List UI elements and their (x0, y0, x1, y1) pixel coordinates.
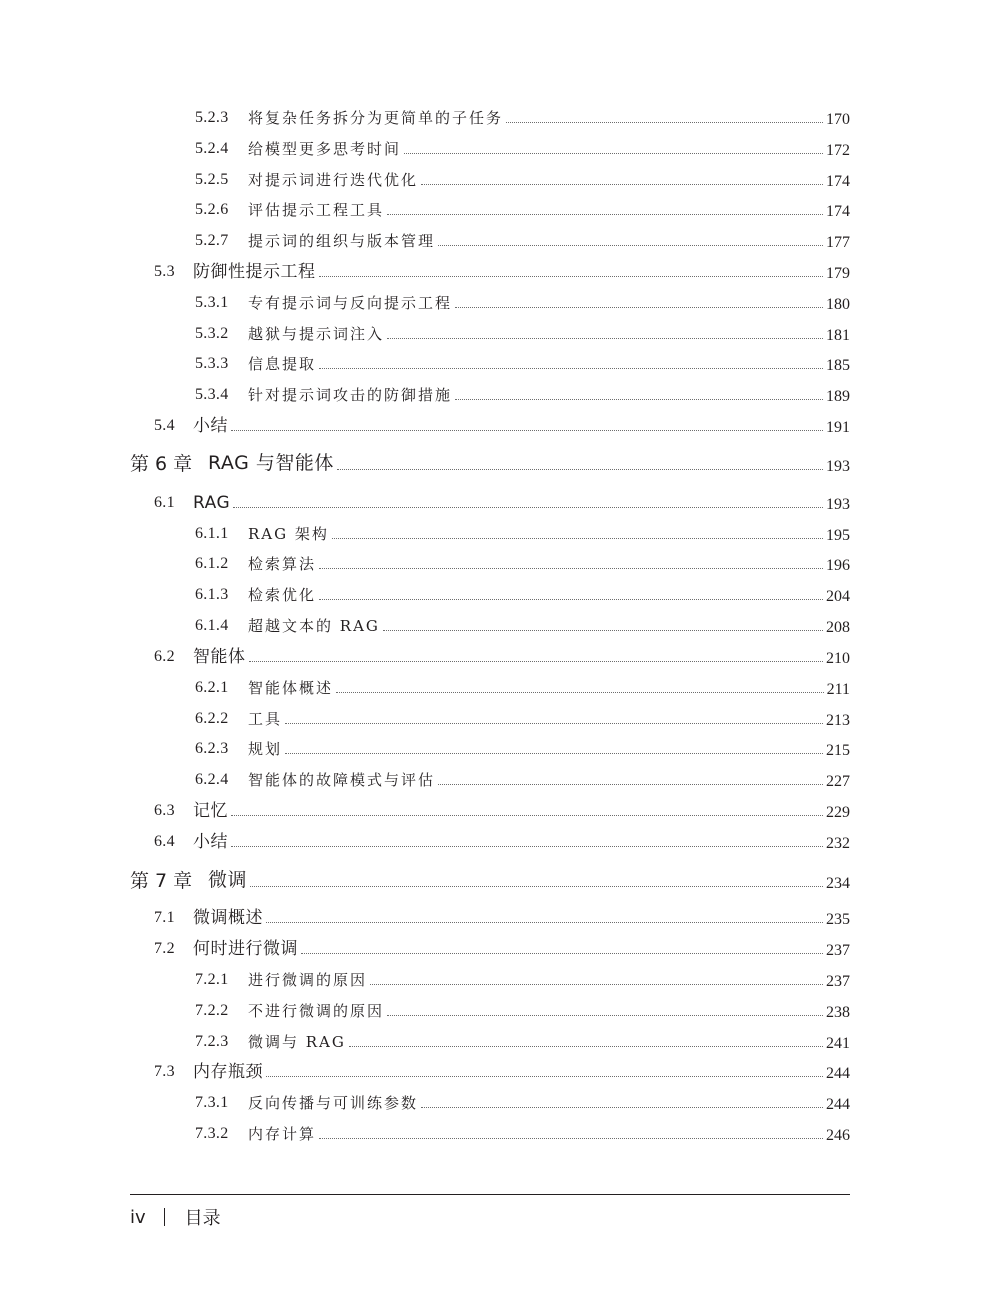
toc-entry-title: 不进行微调的原因 (248, 1002, 385, 1020)
toc-entry-number: 7.2 (154, 940, 175, 957)
toc-subsection-entry (0, 167, 994, 193)
toc-entry-page-number: 241 (826, 1035, 850, 1052)
footer-rule (130, 1194, 850, 1195)
toc-entry-title: 将复杂任务拆分为更简单的子任务 (248, 109, 504, 127)
toc-section-entry (0, 829, 994, 855)
toc-entry-number: 5.3.2 (195, 325, 229, 342)
toc-subsection-entry (0, 967, 994, 993)
toc-entry-number: 7.2.3 (195, 1033, 229, 1050)
toc-entry-page-number: 246 (826, 1127, 850, 1144)
toc-entry-number: 5.4 (154, 417, 175, 434)
toc-entry-title: 评估提示工程工具 (248, 201, 385, 219)
dot-leader (319, 368, 823, 369)
toc-entry-page-number: 227 (826, 773, 850, 790)
toc-subsection-entry (0, 382, 994, 408)
dot-leader (387, 214, 823, 215)
toc-subsection-entry (0, 197, 994, 223)
toc-entry-title: 智能体的故障模式与评估 (248, 771, 436, 789)
dot-leader (438, 245, 823, 246)
dot-leader (383, 630, 823, 631)
dot-leader (349, 1046, 823, 1047)
toc-subsection-entry (0, 228, 994, 254)
dot-leader (231, 430, 823, 431)
dot-leader (250, 886, 823, 887)
dot-leader (455, 399, 823, 400)
dot-leader (421, 1107, 823, 1108)
toc-entry-number: 7.1 (154, 909, 175, 926)
toc-entry-title: 对提示词进行迭代优化 (248, 171, 419, 189)
toc-entry-title: 针对提示词攻击的防御措施 (248, 386, 453, 404)
footer-page-number: iv (130, 1206, 146, 1228)
toc-entry-number: 7.2.1 (195, 971, 229, 988)
toc-entry-page-number: 213 (826, 712, 850, 729)
dot-leader (438, 784, 823, 785)
dot-leader (421, 184, 823, 185)
toc-entry-number: 5.2.3 (195, 109, 229, 126)
dot-leader (370, 984, 823, 985)
toc-entry-page-number: 189 (826, 388, 850, 405)
toc-entry-title: 智能体概述 (248, 679, 334, 697)
toc-entry-page-number: 181 (826, 327, 850, 344)
toc-entry-page-number: 238 (826, 1004, 850, 1021)
toc-entry-number: 第 6 章 (130, 453, 193, 475)
toc-section-entry (0, 905, 994, 931)
toc-entry-number: 6.2.4 (195, 771, 229, 788)
dot-leader (319, 599, 823, 600)
toc-entry-page-number: 177 (826, 234, 850, 251)
toc-entry-page-number: 172 (826, 142, 850, 159)
toc-entry-page-number: 193 (826, 496, 850, 513)
toc-entry-page-number: 180 (826, 296, 850, 313)
toc-entry-title: 小结 (193, 832, 228, 852)
toc-entry-number: 6.2 (154, 648, 175, 665)
toc-entry-title: 检索算法 (248, 555, 317, 573)
toc-subsection-entry (0, 1121, 994, 1147)
dot-leader (332, 538, 823, 539)
dot-leader (285, 753, 823, 754)
dot-leader (387, 1015, 823, 1016)
toc-entry-title: 微调与 RAG (248, 1033, 346, 1051)
dot-leader (319, 276, 824, 277)
dot-leader (233, 507, 823, 508)
toc-entry-page-number: 232 (826, 835, 850, 852)
dot-leader (336, 692, 824, 693)
toc-entry-number: 7.3.1 (195, 1094, 229, 1111)
toc-subsection-entry (0, 582, 994, 608)
toc-entry-page-number: 204 (826, 588, 850, 605)
toc-entry-title: RAG 与智能体 (208, 452, 334, 474)
toc-entry-page-number: 179 (826, 265, 850, 282)
dot-leader (337, 469, 823, 470)
toc-entry-number: 6.1.2 (195, 555, 229, 572)
dot-leader (301, 953, 823, 954)
toc-entry-page-number: 195 (826, 527, 850, 544)
dot-leader (285, 723, 823, 724)
toc-entry-number: 5.2.4 (195, 140, 229, 157)
dot-leader (319, 568, 823, 569)
toc-entry-page-number: 210 (826, 650, 850, 667)
toc-subsection-entry (0, 613, 994, 639)
toc-entry-page-number: 208 (826, 619, 850, 636)
dot-leader (231, 846, 823, 847)
toc-entry-title: 小结 (193, 416, 228, 436)
toc-section-entry (0, 1059, 994, 1085)
footer-section-title: 目录 (184, 1208, 221, 1229)
toc-entry-page-number: 174 (826, 203, 850, 220)
toc-entry-number: 6.1.1 (195, 525, 229, 542)
toc-entry-title: 规划 (248, 740, 283, 758)
footer-separator (164, 1208, 165, 1226)
toc-entry-number: 5.2.7 (195, 232, 229, 249)
dot-leader (319, 1138, 823, 1139)
toc-entry-title: 检索优化 (248, 586, 317, 604)
toc-entry-number: 6.2.1 (195, 679, 229, 696)
toc-entry-title: 防御性提示工程 (193, 262, 316, 282)
toc-entry-number: 7.3 (154, 1063, 175, 1080)
toc-entry-number: 6.1.3 (195, 586, 229, 603)
toc-entry-number: 5.3 (154, 263, 175, 280)
toc-entry-title: 内存计算 (248, 1125, 317, 1143)
toc-entry-number: 6.3 (154, 802, 175, 819)
toc-entry-number: 7.3.2 (195, 1125, 229, 1142)
toc-entry-page-number: 215 (826, 742, 850, 759)
toc-subsection-entry (0, 1090, 994, 1116)
dot-leader (231, 815, 823, 816)
toc-entry-title: 信息提取 (248, 355, 317, 373)
toc-entry-page-number: 237 (826, 942, 850, 959)
toc-entry-page-number: 244 (826, 1065, 850, 1082)
dot-leader (249, 661, 824, 662)
toc-subsection-entry (0, 767, 994, 793)
dot-leader (387, 338, 823, 339)
dot-leader (266, 922, 823, 923)
toc-entry-page-number: 235 (826, 911, 850, 928)
toc-chapter-entry (0, 869, 994, 895)
toc-subsection-entry (0, 706, 994, 732)
toc-entry-page-number: 229 (826, 804, 850, 821)
toc-entry-number: 5.2.5 (195, 171, 229, 188)
toc-section-entry (0, 259, 994, 285)
toc-section-entry (0, 936, 994, 962)
toc-entry-page-number: 211 (826, 681, 850, 698)
toc-entry-number: 6.2.3 (195, 740, 229, 757)
toc-subsection-entry (0, 351, 994, 377)
toc-entry-title: 记忆 (193, 801, 228, 821)
dot-leader (455, 307, 823, 308)
toc-chapter-entry (0, 452, 994, 478)
toc-subsection-entry (0, 998, 994, 1024)
toc-entry-title: RAG 架构 (248, 525, 329, 543)
toc-entry-title: 反向传播与可训练参数 (248, 1094, 419, 1112)
toc-entry-number: 6.1.4 (195, 617, 229, 634)
toc-entry-title: 内存瓶颈 (193, 1062, 263, 1082)
toc-subsection-entry (0, 1029, 994, 1055)
toc-entry-page-number: 185 (826, 357, 850, 374)
toc-entry-page-number: 170 (826, 111, 850, 128)
toc-entry-page-number: 196 (826, 557, 850, 574)
toc-entry-title: 提示词的组织与版本管理 (248, 232, 436, 250)
toc-entry-title: 越狱与提示词注入 (248, 325, 385, 343)
toc-subsection-entry (0, 736, 994, 762)
toc-entry-page-number: 237 (826, 973, 850, 990)
toc-subsection-entry (0, 136, 994, 162)
toc-section-entry (0, 490, 994, 516)
toc-entry-title: 超越文本的 RAG (248, 617, 380, 635)
toc-entry-title: 微调概述 (193, 908, 263, 928)
toc-entry-number: 5.3.3 (195, 355, 229, 372)
toc-entry-title: 微调 (208, 869, 248, 891)
toc-entry-title: 工具 (248, 710, 283, 728)
toc-subsection-entry (0, 551, 994, 577)
page-footer (130, 1204, 221, 1230)
toc-entry-number: 5.3.1 (195, 294, 229, 311)
dot-leader (404, 153, 823, 154)
toc-subsection-entry (0, 521, 994, 547)
toc-subsection-entry (0, 290, 994, 316)
toc-entry-number: 6.2.2 (195, 710, 229, 727)
dot-leader (506, 122, 823, 123)
toc-section-entry (0, 413, 994, 439)
toc-entry-title: 进行微调的原因 (248, 971, 368, 989)
toc-entry-page-number: 174 (826, 173, 850, 190)
toc-section-entry (0, 798, 994, 824)
toc-entry-page-number: 234 (826, 875, 850, 892)
toc-subsection-entry (0, 105, 994, 131)
toc-entry-page-number: 193 (826, 458, 850, 475)
toc-subsection-entry (0, 675, 994, 701)
toc-entry-number: 5.2.6 (195, 201, 229, 218)
toc-entry-number: 7.2.2 (195, 1002, 229, 1019)
toc-entry-number: 6.1 (154, 494, 175, 511)
toc-entry-title: 专有提示词与反向提示工程 (248, 294, 453, 312)
toc-entry-number: 5.3.4 (195, 386, 229, 403)
toc-entry-title: 何时进行微调 (193, 939, 298, 959)
toc-entry-page-number: 191 (826, 419, 850, 436)
toc-entry-title: 智能体 (193, 647, 246, 667)
toc-entry-page-number: 244 (826, 1096, 850, 1113)
dot-leader (266, 1076, 823, 1077)
toc-entry-number: 6.4 (154, 833, 175, 850)
toc-section-entry (0, 644, 994, 670)
toc-subsection-entry (0, 321, 994, 347)
toc-entry-number: 第 7 章 (130, 870, 193, 892)
toc-entry-title: RAG (193, 493, 231, 513)
toc-entry-title: 给模型更多思考时间 (248, 140, 402, 158)
